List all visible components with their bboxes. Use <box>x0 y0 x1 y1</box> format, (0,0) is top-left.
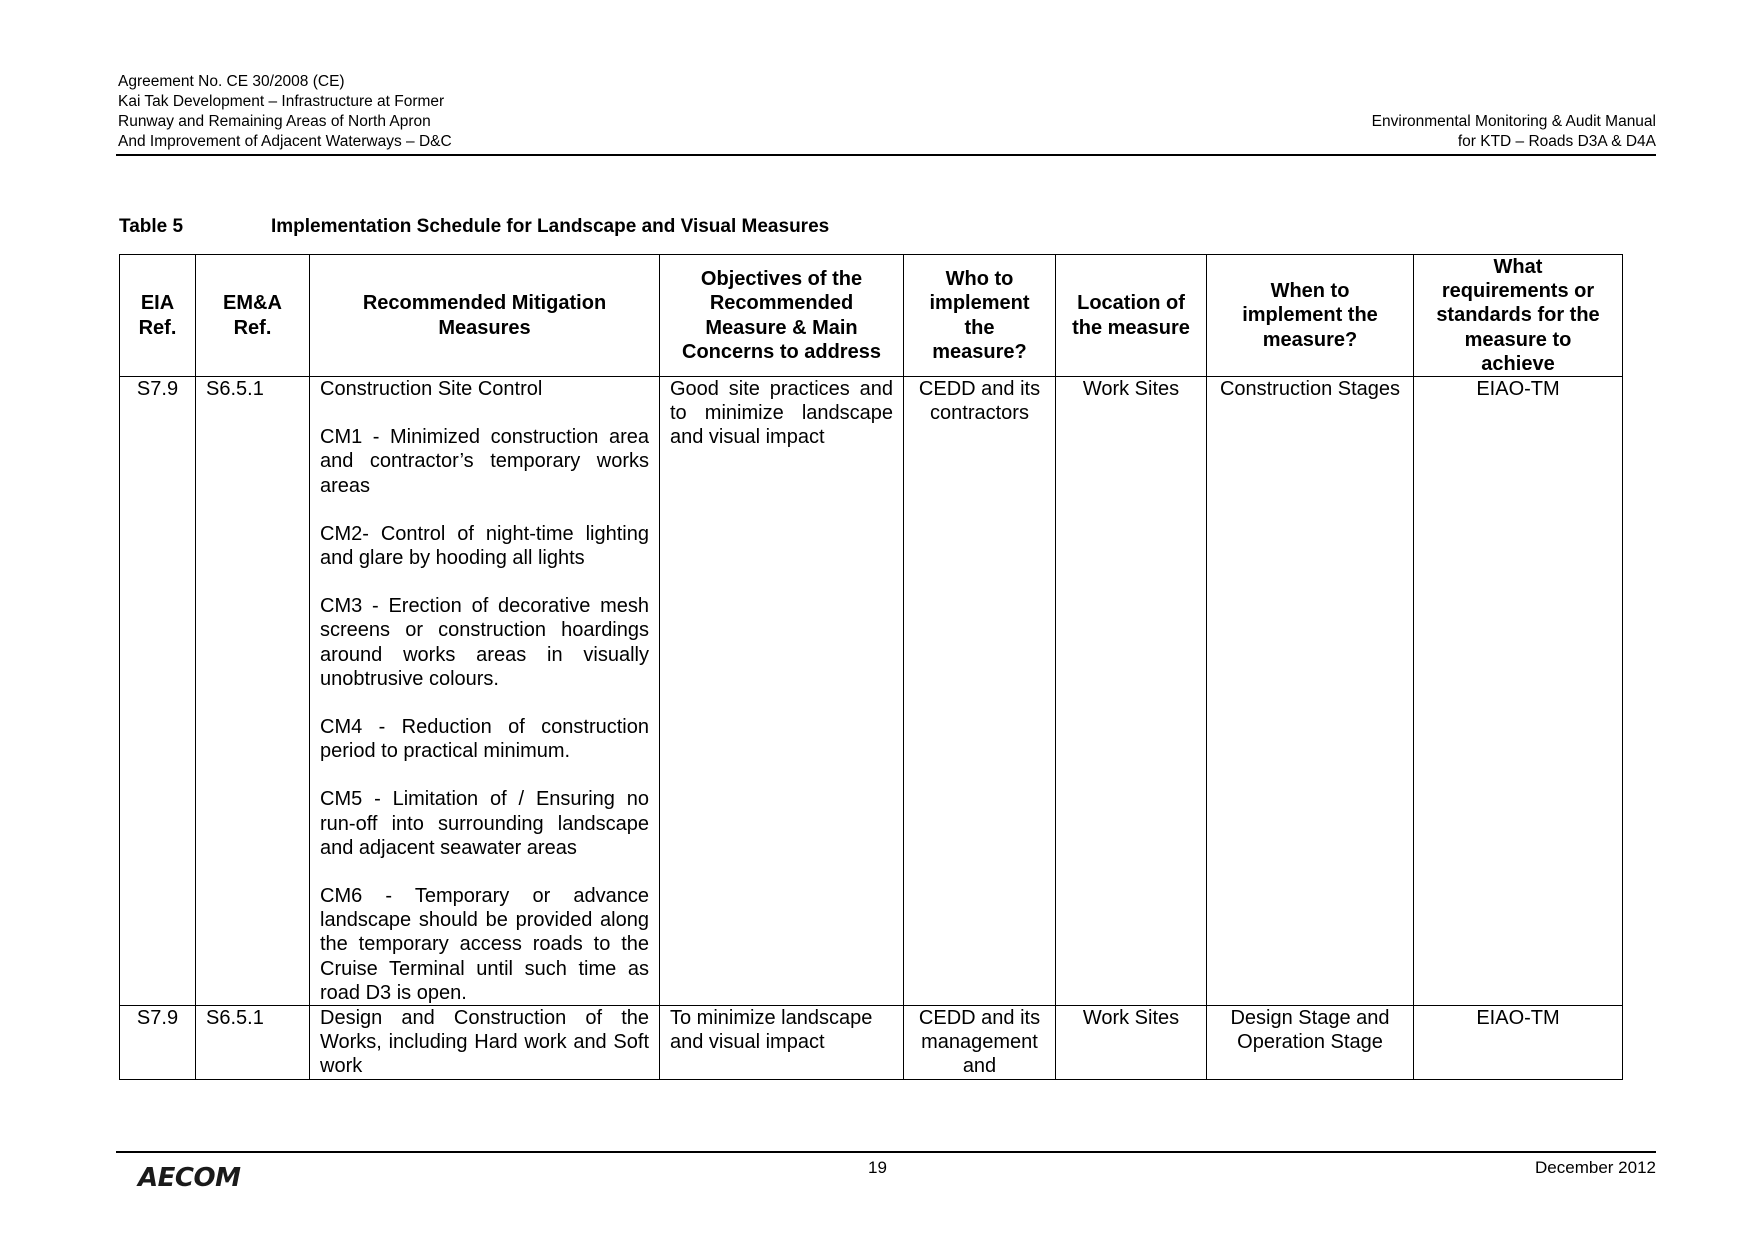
cell-mitigation-measures <box>310 377 660 1006</box>
cell-eia-ref: S7.9 <box>120 1006 196 1080</box>
header-location: Location of the measure <box>1056 255 1207 377</box>
cell-when: Construction Stages <box>1207 377 1414 1006</box>
measure-item: CM3 - Erection of decorative mesh screens or construction hoardings around works areas in visually unobtrusive colours. <box>320 595 649 690</box>
cell-location: Work Sites <box>1056 377 1207 1006</box>
header-standards: What requirements or standards for the measure to achieve <box>1414 255 1623 377</box>
measure-item: CM5 - Limitation of / Ensuring no run-off into surrounding landscape and adjacent seawater areas <box>320 788 649 859</box>
header-agreement: Agreement No. CE 30/2008 (CE) <box>118 73 345 90</box>
table-caption <box>119 216 829 238</box>
table-row <box>120 377 1623 1006</box>
cell-when: Design Stage and Operation Stage <box>1207 1006 1414 1080</box>
table-header-row <box>120 255 1623 377</box>
header-who-implements: Who to implement the measure? <box>904 255 1056 377</box>
header-left-block <box>118 72 452 152</box>
table-number: Table 5 <box>119 216 184 237</box>
cell-who-implements: CEDD and its management and <box>904 1006 1056 1080</box>
cell-mitigation-measures: Design and Construction of the Works, including Hard work and Soft work <box>310 1006 660 1080</box>
cell-eia-ref: S7.9 <box>120 377 196 1006</box>
measure-heading: Construction Site Control <box>320 378 543 401</box>
table-title: Implementation Schedule for Landscape and Visual Measures <box>271 216 830 237</box>
header-divider <box>116 154 1656 156</box>
cell-ema-ref: S6.5.1 <box>196 1006 310 1080</box>
header-manual-title: Environmental Monitoring & Audit Manual <box>1371 113 1656 130</box>
header-project-line-3: And Improvement of Adjacent Waterways – D&C <box>118 133 452 150</box>
aecom-logo: AECOM <box>138 1163 241 1193</box>
measure-item: CM6 - Temporary or advance landscape should be provided along the temporary access roads to the Cruise Terminal until such time as road D3 is open. <box>320 885 649 1004</box>
footer-divider <box>116 1151 1656 1153</box>
cell-objectives: To minimize landscape and visual impact <box>660 1006 904 1080</box>
measure-item: CM2- Control of night-time lighting and glare by hooding all lights <box>320 522 649 570</box>
page-number: 19 <box>868 1158 887 1177</box>
header-objectives: Objectives of the Recommended Measure & Main Concerns to address <box>660 255 904 377</box>
cell-standards: EIAO-TM <box>1414 1006 1623 1080</box>
cell-location: Work Sites <box>1056 1006 1207 1080</box>
cell-objectives: Good site practices and to minimize landscape and visual impact <box>660 377 904 1006</box>
header-ema-ref: EM&A Ref. <box>196 255 310 377</box>
header-when: When to implement the measure? <box>1207 255 1414 377</box>
cell-ema-ref: S6.5.1 <box>196 377 310 1006</box>
table-row <box>120 1006 1623 1080</box>
cell-who-implements: CEDD and its contractors <box>904 377 1056 1006</box>
header-project-line-1: Kai Tak Development – Infrastructure at Former <box>118 93 445 110</box>
footer-date: December 2012 <box>1535 1158 1656 1177</box>
header-right-block <box>1372 112 1656 152</box>
header-eia-ref: EIA Ref. <box>120 255 196 377</box>
header-project-line-2: Runway and Remaining Areas of North Apron <box>118 113 431 130</box>
header-manual-subtitle: for KTD – Roads D3A & D4A <box>1457 133 1656 150</box>
measure-item: CM4 - Reduction of construction period to practical minimum. <box>320 716 649 763</box>
cell-standards: EIAO-TM <box>1414 377 1623 1006</box>
header-mitigation-measures: Recommended Mitigation Measures <box>310 255 660 377</box>
measure-item: CM1 - Minimized construction area and contractor’s temporary works areas <box>320 426 649 497</box>
implementation-schedule-table <box>119 254 1623 1080</box>
